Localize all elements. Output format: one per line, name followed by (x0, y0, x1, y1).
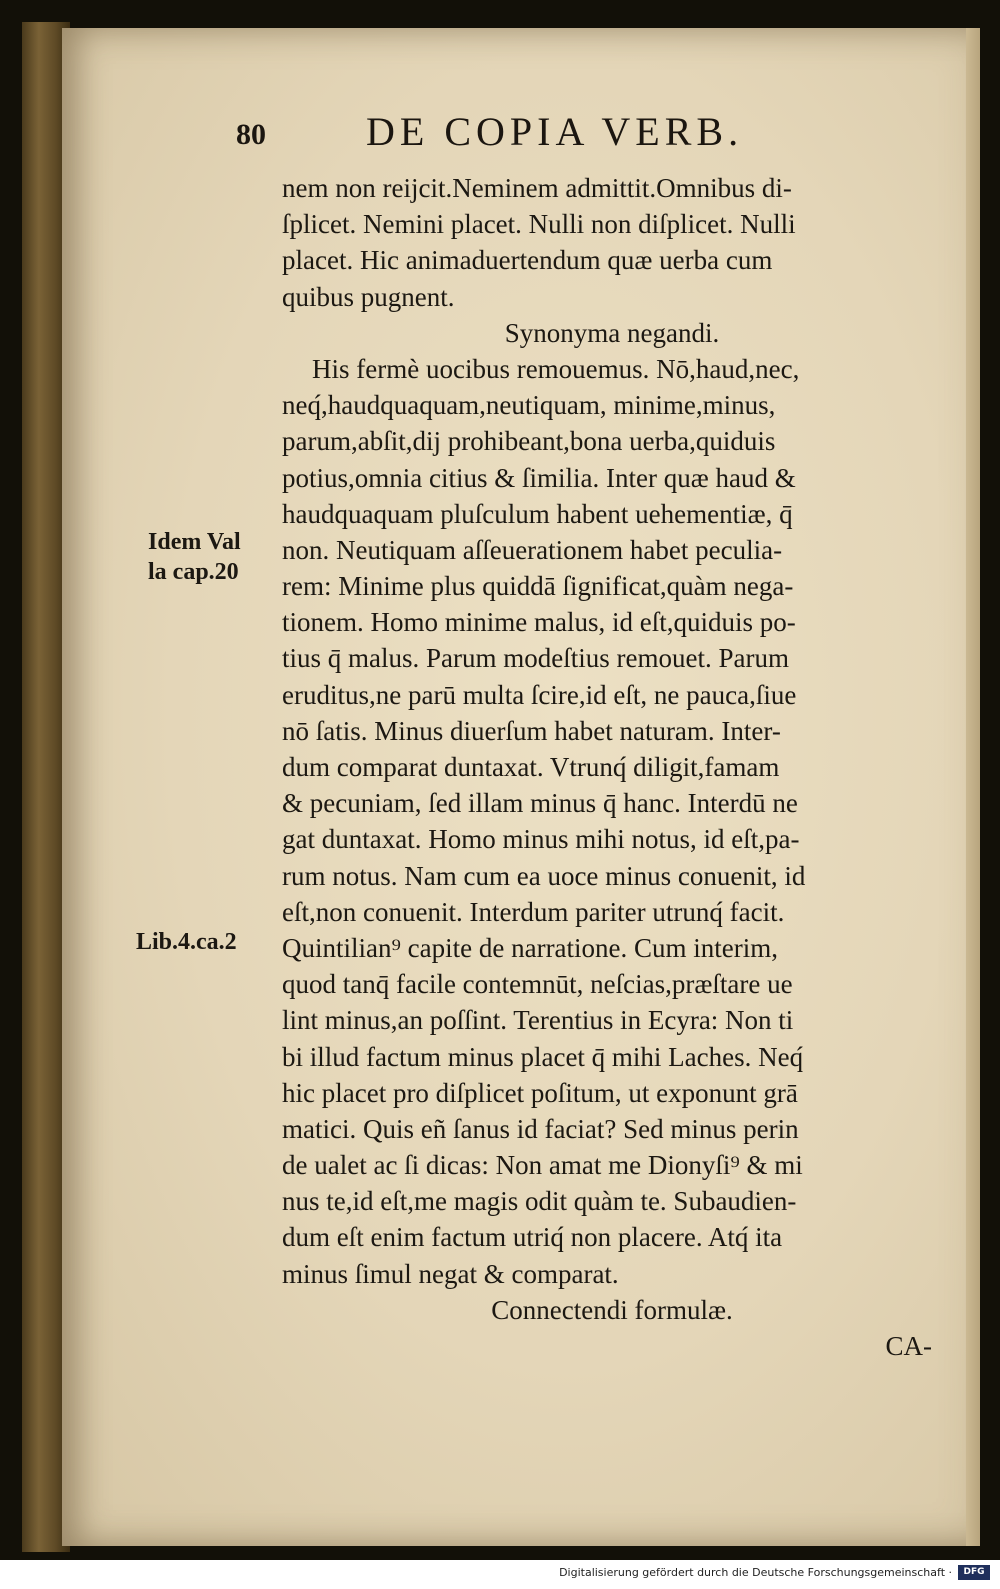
text-line: rum notus. Nam cum ea uoce minus conuenit, id (282, 860, 806, 891)
text-line: rem: Minime plus quiddā ſignificat,quàm nega- (282, 571, 794, 602)
text-line: bi illud factum minus placet q̄ mihi Laches. Neq́ (282, 1041, 804, 1072)
margin-note-quintilian: Lib.4.ca.2 (136, 929, 237, 955)
footer-credit: Digitalisierung gefördert durch die Deutsche Forschungsgemeinschaft · (559, 1566, 952, 1579)
text-line: nus te,id eſt,me magis odit quàm te. Subaudien- (282, 1186, 797, 1217)
text-line: tionem. Homo minime malus, id eſt,quiduis po- (282, 607, 796, 638)
margin-note-line: la cap.20 (148, 559, 239, 585)
text-line: matici. Quis eñ ſanus id faciat? Sed minus perin (282, 1113, 799, 1144)
running-head-title: DE COPIA VERB. (366, 109, 744, 154)
text-line: quod tanq̄ facile contemnūt, neſcias,præſtare ue (282, 969, 793, 1000)
body-text (282, 170, 942, 1364)
text-line: de ualet ac ſi dicas: Non amat me Dionyſi⁹ & mi (282, 1150, 803, 1181)
text-line: lint minus,an poſſint. Terentius in Ecyra: Non ti (282, 1005, 794, 1036)
section-heading-connectendi: Connectendi formulæ. (491, 1294, 733, 1325)
text-line: ſplicet. Nemini placet. Nulli non diſplicet. Nulli (282, 209, 796, 240)
text-line: non. Neutiquam aſſeuerationem habet peculia- (282, 534, 783, 565)
text-line: His fermè uocibus remouemus. Nō,haud,nec, (312, 353, 800, 384)
text-line: & pecuniam, ſed illam minus q̄ hanc. Interdū ne (282, 788, 798, 819)
text-line: Quintilian⁹ capite de narratione. Cum interim, (282, 932, 779, 963)
text-line: eruditus,ne parū multa ſcire,id eſt, ne pauca,ſiue (282, 679, 797, 710)
page-edge-shadow (966, 28, 980, 1546)
text-line: hic placet pro diſplicet poſitum, ut exponunt grā (282, 1077, 798, 1108)
text-line: parum,abſit,dij prohibeant,bona uerba,quiduis (282, 426, 776, 457)
text-line: gat duntaxat. Homo minus mihi notus, id eſt,pa- (282, 824, 800, 855)
catchword: CA- (885, 1331, 932, 1361)
text-line: potius,omnia citius & ſimilia. Inter quæ haud & (282, 462, 796, 493)
section-heading-synonyma: Synonyma negandi. (504, 317, 720, 348)
text-line: haudquaquam pluſculum habent uehementiæ, q̄ (282, 498, 793, 529)
text-line: placet. Hic animaduertendum quæ uerba cum (282, 245, 773, 276)
text-line: dum comparat duntaxat. Vtrunq́ diligit,famam (282, 752, 780, 782)
text-line: minus ſimul negat & comparat. (282, 1258, 619, 1289)
text-line: neq́,haudquaquam,neutiquam, minime,minus, (282, 390, 776, 421)
running-head (236, 104, 856, 174)
text-line: dum eſt enim factum utriq́ non placere. Atq́ ita (282, 1222, 783, 1253)
margin-note-valla (148, 527, 241, 587)
text-line: eſt,non conuenit. Interdum pariter utrunq́ facit. (282, 896, 785, 927)
dfg-logo-icon: DFG (958, 1565, 990, 1580)
text-line: nem non reijcit.Neminem admittit.Omnibus di- (282, 173, 792, 203)
footer-bar (0, 1560, 1000, 1589)
text-line: nō ſatis. Minus diuerſum habet naturam. Inter- (282, 715, 781, 746)
margin-note-line: Idem Val (148, 529, 241, 555)
text-line: quibus pugnent. (282, 281, 455, 312)
text-line: tius q̄ malus. Parum modeſtius remouet. Parum (282, 643, 789, 674)
page-number: 80 (236, 118, 266, 151)
